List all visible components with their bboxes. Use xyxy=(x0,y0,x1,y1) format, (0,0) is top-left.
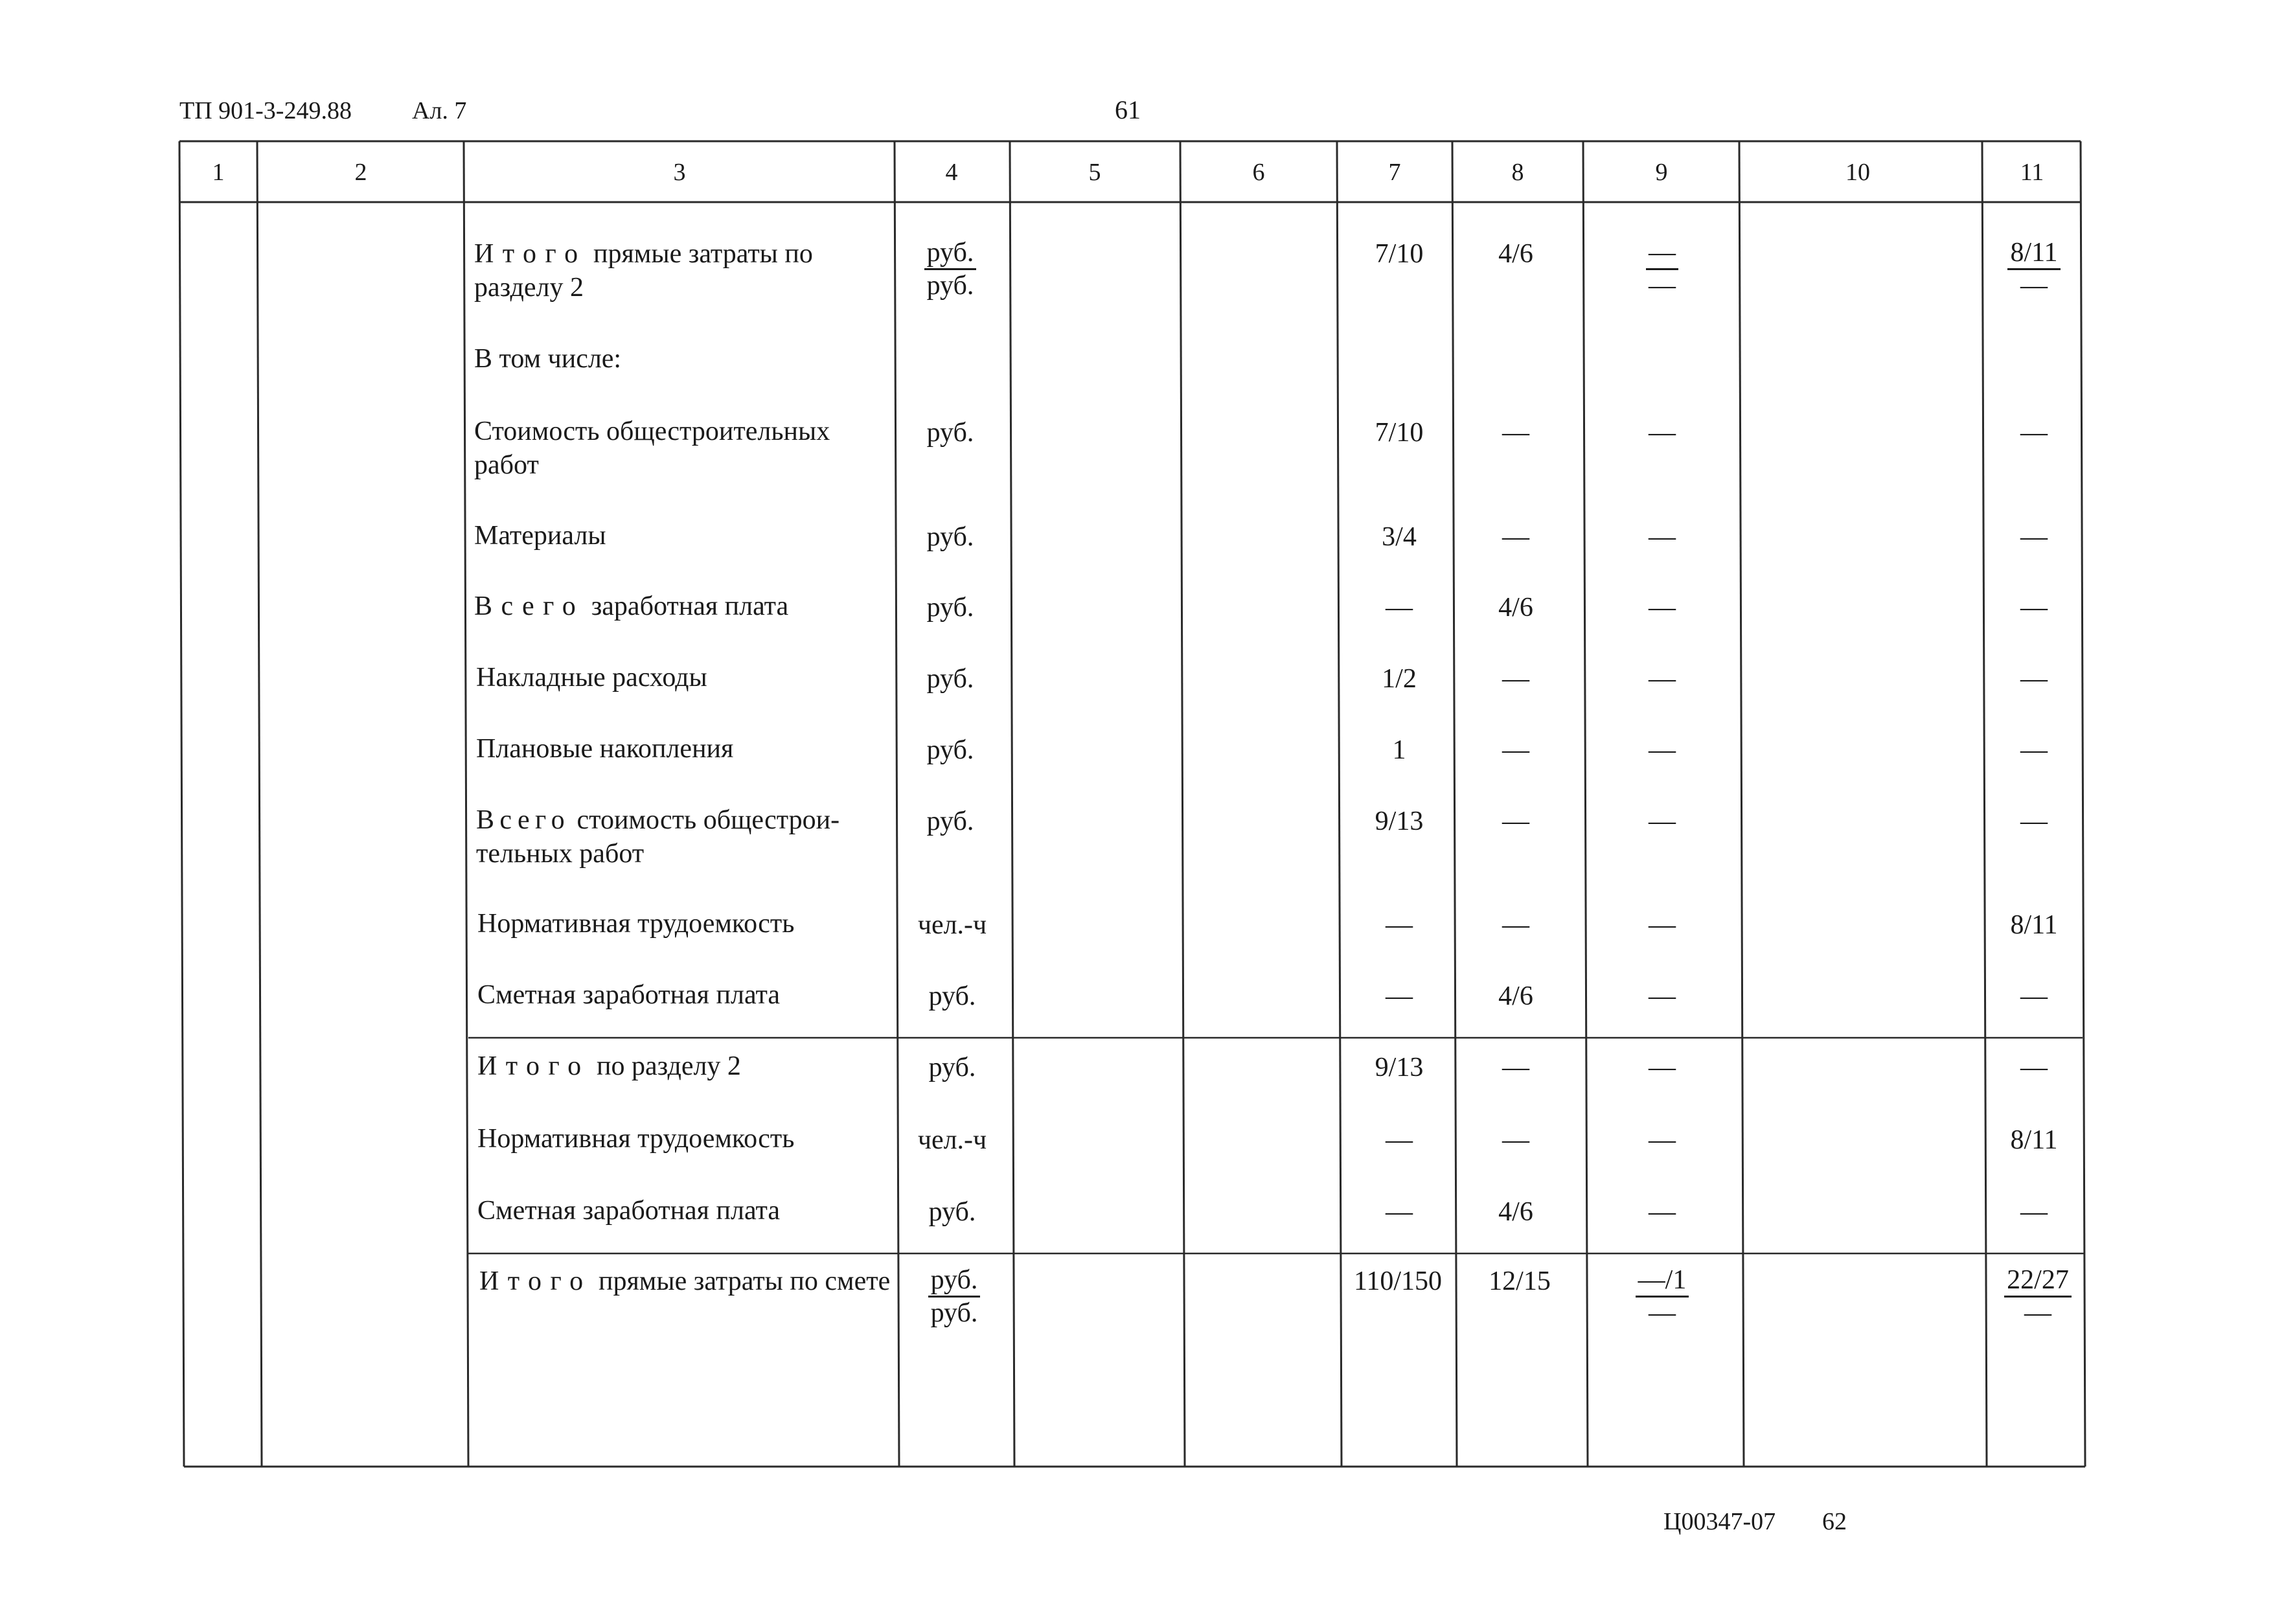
cell-col8: 12/15 xyxy=(1489,1266,1551,1296)
row-unit: руб. xyxy=(928,981,976,1011)
cell-col7: 1/2 xyxy=(1382,664,1417,694)
row-description xyxy=(479,1264,900,1298)
cell-col7: — xyxy=(1386,593,1413,623)
col-line-2 xyxy=(464,141,468,1467)
cell-col11: — xyxy=(2020,664,2048,694)
cell-col7: 110/150 xyxy=(1353,1266,1443,1296)
row-description: В том числе: xyxy=(474,344,622,374)
cell-col9 xyxy=(1591,1264,1733,1330)
col11-fraction xyxy=(2007,237,2060,301)
cell-col8: — xyxy=(1502,735,1529,765)
row-description: Накладные расходы xyxy=(476,663,707,692)
cell-col8: — xyxy=(1502,1125,1529,1155)
cell-col7: 7/10 xyxy=(1375,418,1424,448)
col11-denominator: — xyxy=(2024,1298,2051,1328)
column-number: 11 xyxy=(2020,159,2044,186)
footer-document-code: Ц00347-07 xyxy=(1663,1508,1776,1535)
row-unit xyxy=(899,1264,1009,1330)
row-text: прямые затраты по смете xyxy=(599,1266,891,1296)
cell-col9: — xyxy=(1649,1197,1676,1227)
cell-col7: — xyxy=(1386,1197,1413,1227)
row-description: Сметная заработная плата xyxy=(477,1196,781,1226)
row-description xyxy=(477,1049,898,1083)
col-line-1 xyxy=(257,141,262,1467)
col-line-9 xyxy=(1739,141,1744,1467)
column-number: 3 xyxy=(673,159,686,186)
cell-col8: — xyxy=(1502,522,1529,552)
cell-col11: — xyxy=(2020,806,2048,836)
cell-col9: — xyxy=(1649,806,1676,836)
col9-denominator: — xyxy=(1649,271,1676,301)
cell-col11: — xyxy=(2020,418,2048,448)
row-description xyxy=(476,803,891,871)
column-number: 6 xyxy=(1252,159,1265,186)
column-number: 2 xyxy=(354,159,367,186)
cell-col9: — xyxy=(1649,1053,1676,1082)
row-lead-word: Итого xyxy=(477,1051,590,1081)
row-unit: чел.-ч xyxy=(917,910,987,940)
cell-col11: — xyxy=(2020,735,2048,765)
col11-denominator: — xyxy=(2020,271,2048,301)
col9-denominator: — xyxy=(1648,1298,1676,1328)
column-number: 4 xyxy=(945,159,958,186)
row-description: Сметная заработная плата xyxy=(477,980,781,1010)
col11-numerator: 8/11 xyxy=(2007,237,2060,270)
cell-col9: — xyxy=(1649,664,1676,694)
row-description: Материалы xyxy=(474,521,606,551)
column-number: 8 xyxy=(1511,159,1524,186)
col9-numerator: —/1 xyxy=(1636,1264,1689,1298)
col9-numerator: — xyxy=(1646,237,1678,270)
sheet-label: Ал. 7 xyxy=(412,97,467,124)
row-text: заработная плата xyxy=(591,591,789,621)
row-description: Стоимость общестроительных работ xyxy=(474,417,830,480)
row-unit: руб. xyxy=(926,735,974,765)
cell-col8: 4/6 xyxy=(1498,239,1533,269)
cell-col9: — xyxy=(1649,735,1676,765)
column-number: 7 xyxy=(1388,159,1401,186)
cell-col11: — xyxy=(2020,1197,2048,1227)
unit-numerator: руб. xyxy=(928,1264,981,1298)
cell-col11 xyxy=(1969,237,2099,303)
column-number: 10 xyxy=(1845,159,1870,186)
row-unit xyxy=(895,237,1005,303)
cell-col11: — xyxy=(2020,593,2048,623)
col-line-0 xyxy=(179,141,184,1467)
row-unit: руб. xyxy=(928,1053,976,1082)
cell-col8: 4/6 xyxy=(1498,1197,1533,1227)
cell-col7: — xyxy=(1386,1125,1413,1155)
column-number: 5 xyxy=(1088,159,1101,186)
cell-col11: — xyxy=(2020,981,2048,1011)
column-number: 1 xyxy=(212,159,225,186)
row-description: Нормативная трудоемкость xyxy=(477,909,795,939)
cell-col9 xyxy=(1591,237,1733,303)
page-number: 61 xyxy=(1115,95,1141,124)
col11-fraction xyxy=(2004,1264,2072,1329)
cell-col8: — xyxy=(1502,664,1529,694)
column-number: 9 xyxy=(1655,159,1668,186)
cell-col7: 7/10 xyxy=(1375,239,1424,269)
unit-fraction xyxy=(928,1264,981,1329)
row-description: Плановые накопления xyxy=(476,734,734,764)
unit-denominator: руб. xyxy=(930,1298,978,1328)
cell-col7: 3/4 xyxy=(1382,522,1417,552)
col-line-4 xyxy=(1010,141,1014,1467)
cell-col8: — xyxy=(1502,910,1529,940)
cell-col7: 9/13 xyxy=(1375,1053,1424,1082)
cell-col9: — xyxy=(1649,910,1676,940)
cell-col9: — xyxy=(1649,1125,1676,1155)
row-description xyxy=(474,589,895,623)
row-unit: чел.-ч xyxy=(917,1125,987,1155)
cell-col7: 1 xyxy=(1392,735,1406,765)
cell-col8: 4/6 xyxy=(1498,981,1533,1011)
row-text: прямые затраты по разделу 2 xyxy=(474,239,813,303)
row-unit: руб. xyxy=(926,593,974,623)
cell-col11: 8/11 xyxy=(2010,910,2058,940)
cell-col8: — xyxy=(1502,806,1529,836)
cell-col7: — xyxy=(1386,981,1413,1011)
footer-page-number: 62 xyxy=(1822,1508,1847,1535)
col9-fraction xyxy=(1646,237,1678,301)
cell-col8: 4/6 xyxy=(1498,593,1533,623)
row-unit: руб. xyxy=(928,1197,976,1227)
row-unit: руб. xyxy=(926,664,974,694)
col-line-5 xyxy=(1180,141,1185,1467)
row-unit: руб. xyxy=(926,522,974,552)
cell-col9: — xyxy=(1649,593,1676,623)
cell-col8: — xyxy=(1502,1053,1529,1082)
cell-col9: — xyxy=(1649,522,1676,552)
row-text: по разделу 2 xyxy=(597,1051,741,1081)
unit-fraction xyxy=(924,237,977,301)
cell-col11: — xyxy=(2020,1053,2048,1082)
cell-col7: 9/13 xyxy=(1375,806,1424,836)
cell-col11 xyxy=(1973,1264,2103,1330)
row-description xyxy=(474,237,895,304)
cell-col11: 8/11 xyxy=(2010,1125,2058,1155)
row-text: стоимость общестрои-тельных работ xyxy=(476,805,840,869)
col9-fraction xyxy=(1636,1264,1689,1329)
row-lead-word: Итого xyxy=(479,1266,592,1296)
row-lead-word: Всего xyxy=(476,805,570,835)
document-code: ТП 901-3-249.88 xyxy=(179,97,352,124)
cell-col9: — xyxy=(1649,981,1676,1011)
row-unit: руб. xyxy=(926,418,974,448)
cell-col7: — xyxy=(1386,910,1413,940)
row-lead-word: Итого xyxy=(474,239,587,269)
row-lead-word: Всего xyxy=(474,591,585,621)
unit-numerator: руб. xyxy=(924,237,977,270)
col11-numerator: 22/27 xyxy=(2004,1264,2072,1298)
cell-col8: — xyxy=(1502,418,1529,448)
cell-col9: — xyxy=(1649,418,1676,448)
row-description: Нормативная трудоемкость xyxy=(477,1124,795,1154)
cell-col11: — xyxy=(2020,522,2048,552)
row-unit: руб. xyxy=(926,806,974,836)
unit-denominator: руб. xyxy=(926,271,974,301)
